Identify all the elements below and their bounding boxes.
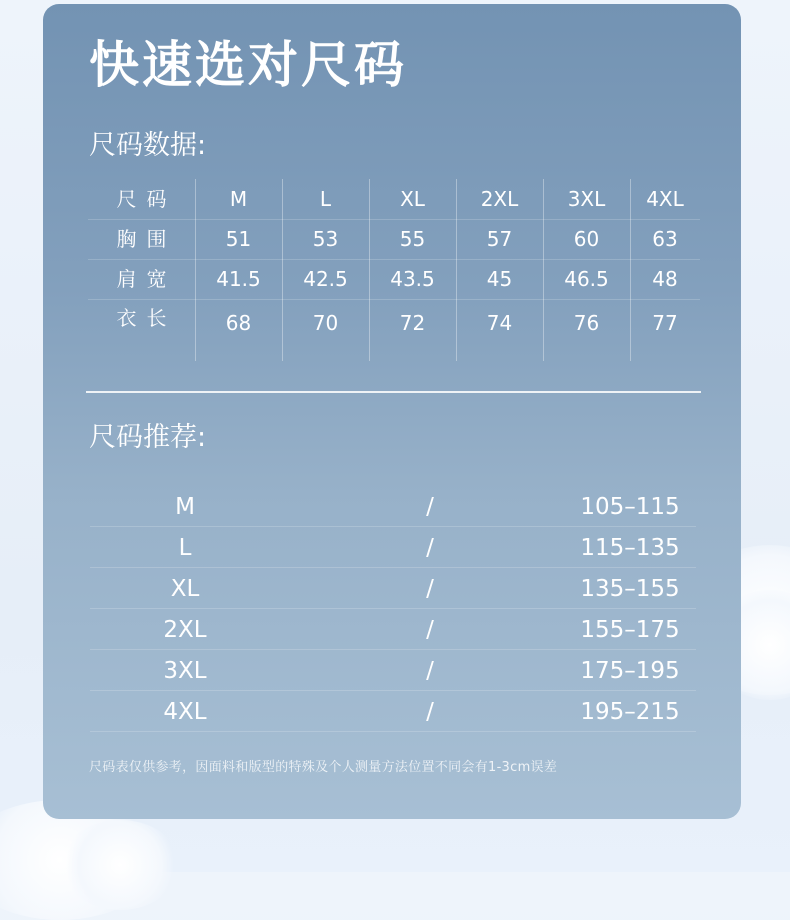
header-cell: XL xyxy=(400,187,425,211)
row-label-chest: 胸围 xyxy=(116,227,177,251)
recommend-size: XL xyxy=(170,576,200,602)
table-cell: 68 xyxy=(225,311,252,335)
header-cell: 4XL xyxy=(646,187,684,211)
recommend-range: 105–115 xyxy=(580,494,680,520)
recommend-row xyxy=(90,609,696,650)
recommend-range: 195–215 xyxy=(580,699,680,725)
table-cell: 76 xyxy=(573,311,600,335)
recommend-row xyxy=(90,691,696,732)
recommend-row xyxy=(90,650,696,691)
recommend-separator: / xyxy=(426,535,434,561)
table-cell: 72 xyxy=(399,311,426,335)
recommend-separator: / xyxy=(426,658,434,684)
table-cell: 42.5 xyxy=(303,267,348,291)
table-cell: 70 xyxy=(312,311,339,335)
header-cell: 3XL xyxy=(567,187,606,211)
size-recommend-label: 尺码推荐: xyxy=(89,422,207,453)
recommend-range: 175–195 xyxy=(580,658,680,684)
table-cell: 57 xyxy=(486,227,513,251)
recommend-size: 4XL xyxy=(163,699,207,725)
recommend-size: 2XL xyxy=(163,617,207,643)
table-cell: 46.5 xyxy=(564,267,609,291)
recommend-separator: / xyxy=(426,576,434,602)
recommend-row xyxy=(90,568,696,609)
recommend-separator: / xyxy=(426,699,434,725)
size-data-table xyxy=(88,179,700,361)
recommend-range: 115–135 xyxy=(580,535,680,561)
column-divider xyxy=(630,179,631,361)
table-row xyxy=(88,259,700,300)
recommend-size: 3XL xyxy=(163,658,207,684)
header-cell: M xyxy=(229,187,248,211)
table-cell: 55 xyxy=(399,227,426,251)
table-header-row xyxy=(88,179,700,220)
header-cell: 2XL xyxy=(480,187,519,211)
table-row xyxy=(88,299,700,361)
recommend-range: 135–155 xyxy=(580,576,680,602)
recommend-row xyxy=(90,527,696,568)
recommend-separator: / xyxy=(426,617,434,643)
table-cell: 45 xyxy=(486,267,513,291)
section-divider xyxy=(86,391,701,393)
row-label-length: 衣长 xyxy=(116,306,177,330)
recommend-row xyxy=(90,486,696,527)
size-guide-card xyxy=(43,4,741,819)
cloud-decoration-left-small xyxy=(60,820,180,910)
recommend-size: M xyxy=(175,494,195,520)
column-divider xyxy=(543,179,544,361)
row-label-shoulder: 肩宽 xyxy=(116,267,177,291)
column-divider xyxy=(195,179,196,361)
table-row xyxy=(88,219,700,260)
recommend-separator: / xyxy=(426,494,434,520)
table-cell: 43.5 xyxy=(390,267,435,291)
table-cell: 53 xyxy=(312,227,339,251)
table-cell: 60 xyxy=(573,227,600,251)
table-cell: 51 xyxy=(225,227,252,251)
page-title: 快速选对尺码 xyxy=(89,36,407,94)
column-divider xyxy=(369,179,370,361)
header-cell: L xyxy=(319,187,332,211)
table-cell: 74 xyxy=(486,311,513,335)
recommend-size: L xyxy=(178,535,192,561)
header-cell-size: 尺码 xyxy=(116,187,177,211)
disclaimer-note: 尺码表仅供参考，因面料和版型的特殊及个人测量方法位置不同会有1-3cm误差 xyxy=(89,760,558,775)
table-cell: 41.5 xyxy=(216,267,261,291)
table-cell: 63 xyxy=(652,227,678,251)
size-data-label: 尺码数据: xyxy=(89,130,207,161)
table-cell: 77 xyxy=(652,311,678,335)
column-divider xyxy=(456,179,457,361)
table-cell: 48 xyxy=(652,267,678,291)
column-divider xyxy=(282,179,283,361)
recommend-range: 155–175 xyxy=(580,617,680,643)
size-recommend-table xyxy=(90,486,696,732)
